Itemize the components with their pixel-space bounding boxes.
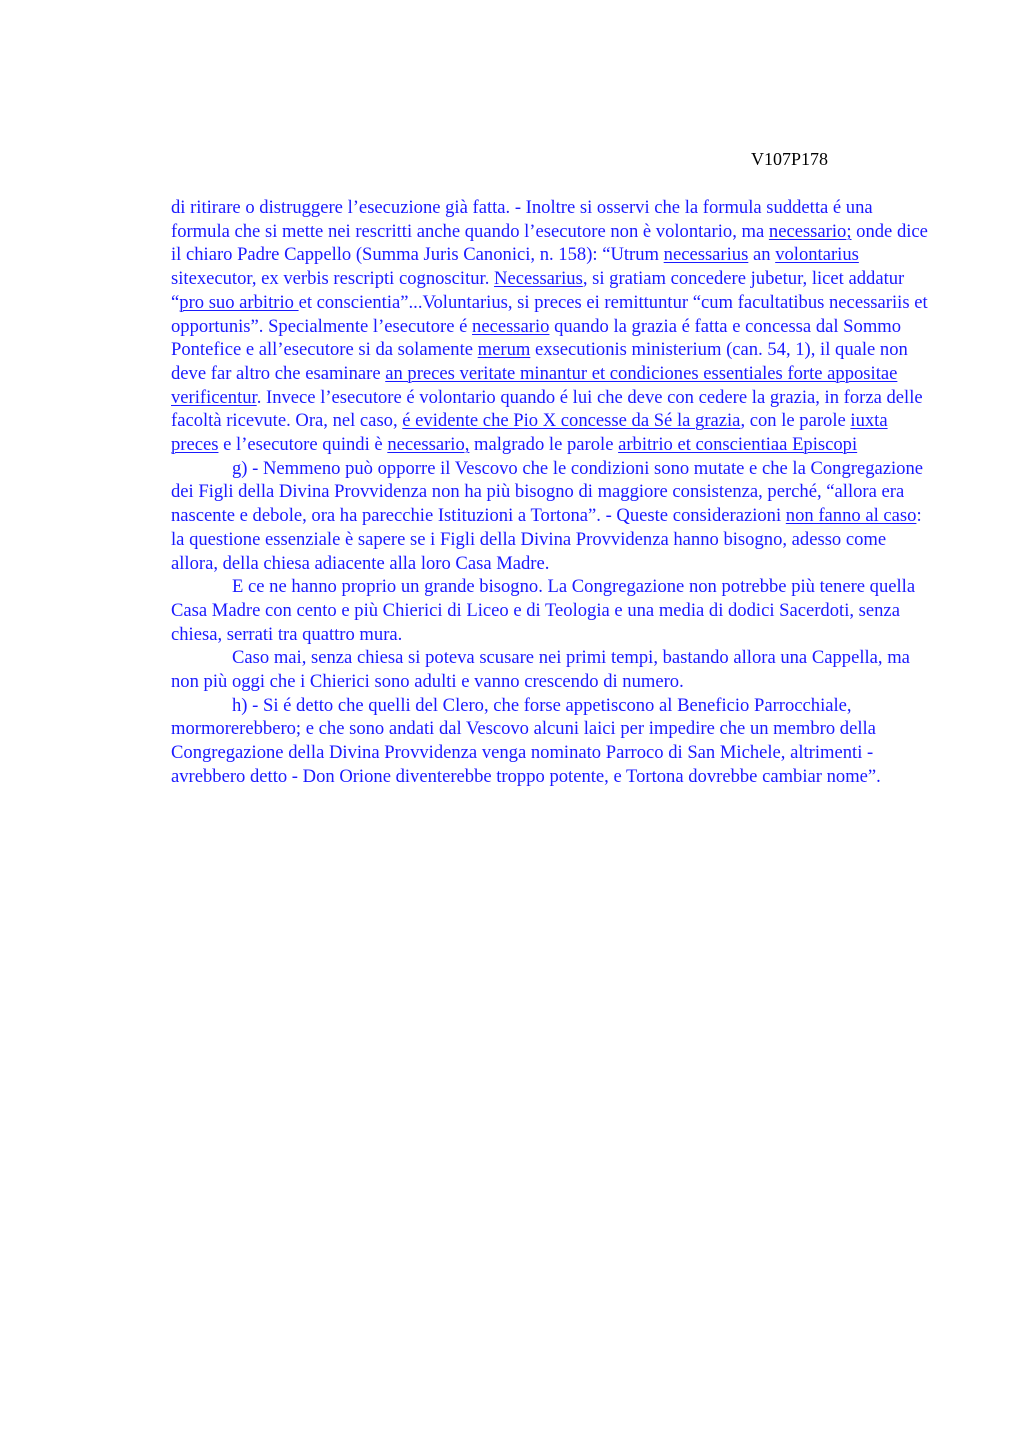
text-run: et conscientia”...Voluntarius, si preces ei remittuntur “cum facultatibus necessariis et opportunis”. Specialmente l’esecutore é	[171, 291, 928, 337]
underlined-text: pro suo arbitrio	[179, 291, 299, 313]
text-run: , si gratiam concedere jubetur, licet addatur “	[171, 268, 905, 313]
underlined-text: Necessarius	[494, 268, 583, 290]
underlined-text: necessarius	[663, 244, 749, 266]
underlined-text: iuxta preces	[171, 410, 888, 456]
text-run: an	[748, 244, 776, 266]
text-run: h) - Si é detto che quelli del Clero, che forse appetiscono al Beneficio Parrocchiale, mormorerebbero; e che sono andati dal Vescovo alcuni laici per impedire che un membro della Congregazione della Divina Provvidenza venga nominato Parroco di San Michele, altrimenti - avrebbero detto - Don Orione diventerebbe troppo potente, e Tortona dovrebbe cambiar nome”.	[171, 694, 881, 787]
underlined-text: necessario;	[768, 220, 852, 242]
underlined-text: non fanno al caso	[785, 505, 917, 527]
paragraph	[171, 646, 931, 693]
text-run: . Invece l’esecutore é volontario quando é lui che deve con cedere la grazia, in forza delle facoltà ricevute. Ora, nel caso,	[171, 386, 923, 432]
text-run: onde dice il chiaro Padre Cappello (Summa Juris Canonici, n. 158): “Utrum	[171, 220, 928, 266]
text-run: , con le parole	[740, 410, 851, 432]
text-run: Caso mai, senza chiesa si poteva scusare nei primi tempi, bastando allora una Cappella, ma non più oggi che i Chierici sono adulti e vanno crescendo di numero.	[171, 647, 910, 693]
underlined-text: arbitrio et conscientiaa Episcopi	[618, 434, 858, 456]
underlined-text: merum	[477, 339, 531, 361]
text-run: malgrado le parole	[469, 434, 619, 456]
underlined-text: é evidente che Pio X concesse da Sé la grazia	[402, 410, 741, 432]
text-run: di ritirare o distruggere l’esecuzione già fatta. - Inoltre si osservi che la formula suddetta é una formula che si mette nei rescritti anche quando l’esecutore non è volontario, ma	[171, 197, 873, 242]
text-run: e l’esecutore quindi è	[218, 434, 388, 456]
paragraph	[171, 457, 931, 576]
underlined-text: necessario	[472, 315, 550, 337]
paragraph	[171, 694, 931, 789]
text-run: g) - Nemmeno può opporre il Vescovo che le condizioni sono mutate e che la Congregazione dei Figli della Divina Provvidenza non ha più bisogno di maggiore consistenza, perché, “allora era nascente e debole, ora ha parecchie Istituzioni a Tortona”. - Queste considerazioni	[171, 457, 924, 527]
page-reference: V107P178	[751, 149, 829, 169]
underlined-text: volontarius	[775, 244, 859, 266]
underlined-text: necessario,	[387, 434, 470, 456]
text-run: quando la grazia é fatta e concessa dal Sommo Pontefice e all’esecutore si da solamente	[171, 315, 902, 361]
paragraph	[171, 196, 931, 457]
underlined-text: an preces veritate minantur et condiciones essentiales forte appositae verificentur	[171, 362, 898, 408]
text-run: sitexecutor, ex verbis rescripti cognoscitur.	[171, 268, 495, 290]
text-run: : la questione essenziale è sapere se i Figli della Divina Provvidenza hanno bisogno, adesso come allora, della chiesa adiacente alla loro Casa Madre.	[171, 505, 922, 574]
text-run: E ce ne hanno proprio un grande bisogno. La Congregazione non potrebbe più tenere quella Casa Madre con cento e più Chierici di Liceo e di Teologia e una media di dodici Sacerdoti, senza chiesa, serrati tra quattro mura.	[171, 576, 916, 645]
document-body	[171, 196, 931, 789]
text-run: exsecutionis ministerium (can. 54, 1), il quale non deve far altro che esaminare	[171, 339, 908, 384]
paragraph	[171, 575, 931, 646]
